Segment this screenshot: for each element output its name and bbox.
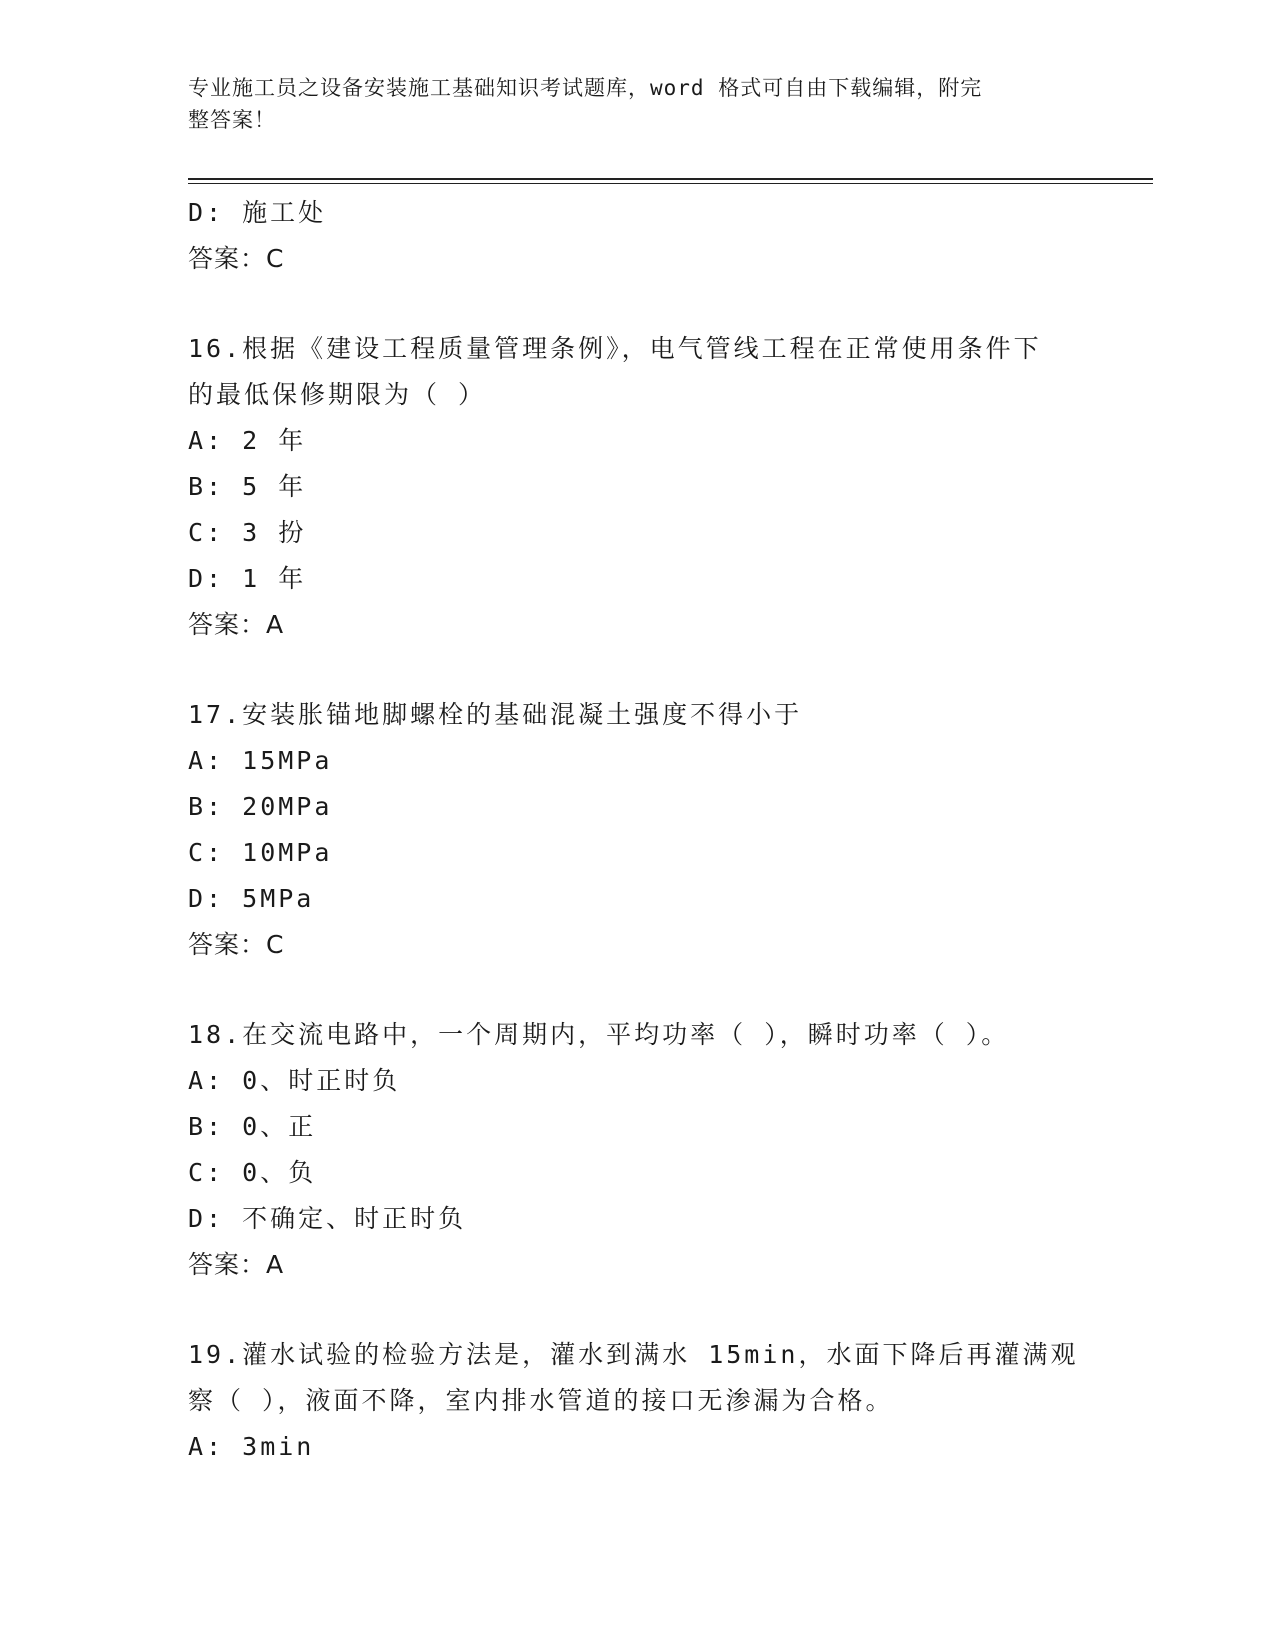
header-title-line-1: 专业施工员之设备安装施工基础知识考试题库，word 格式可自由下载编辑，附完 [188,76,983,100]
q18-option-a: A: 0、时正时负 [188,1066,401,1095]
question-spacer [188,282,1088,326]
question-list [188,190,1088,1470]
question-18 [188,1012,1088,1288]
q16-option-c: C: 3 扮 [188,518,307,547]
question-spacer [188,968,1088,1012]
q19-stem-line-2: 察（ ），液面不降，室内排水管道的接口无渗漏为合格。 [188,1386,894,1415]
header-divider-thin [188,183,1153,184]
document-header [188,72,1078,136]
q17-answer: 答案：C [188,930,285,959]
q17-stem-line-1: 17.安装胀锚地脚螺栓的基础混凝土强度不得小于 [188,700,803,729]
q17-option-c: C: 10MPa [188,838,333,867]
q15-option-d: D: 施工处 [188,198,327,227]
question-17 [188,692,1088,968]
q18-answer: 答案：A [188,1250,285,1279]
q18-option-c: C: 0、负 [188,1158,317,1187]
question-16 [188,326,1088,648]
q17-option-b: B: 20MPa [188,792,333,821]
header-title-line-2: 整答案！ [188,108,276,132]
q17-option-d: D: 5MPa [188,884,315,913]
header-divider-thick [188,178,1153,180]
q18-option-d: D: 不确定、时正时负 [188,1204,467,1233]
q18-stem-line-1: 18.在交流电路中，一个周期内，平均功率（ ），瞬时功率（ ）。 [188,1020,1010,1049]
q16-answer: 答案：A [188,610,285,639]
q15-answer: 答案：C [188,244,285,273]
q16-option-a: A: 2 年 [188,426,307,455]
q18-option-b: B: 0、正 [188,1112,317,1141]
q16-stem-line-2: 的最低保修期限为（ ） [188,380,487,409]
question-15-tail [188,190,1088,282]
question-spacer [188,648,1088,692]
question-19 [188,1332,1088,1470]
q16-option-d: D: 1 年 [188,564,307,593]
question-spacer [188,1288,1088,1332]
q19-option-a: A: 3min [188,1432,315,1461]
q16-option-b: B: 5 年 [188,472,307,501]
q19-stem-line-1: 19.灌水试验的检验方法是，灌水到满水 15min，水面下降后再灌满观 [188,1340,1079,1369]
q17-option-a: A: 15MPa [188,746,333,775]
q16-stem-line-1: 16.根据《建设工程质量管理条例》，电气管线工程在正常使用条件下 [188,334,1042,363]
